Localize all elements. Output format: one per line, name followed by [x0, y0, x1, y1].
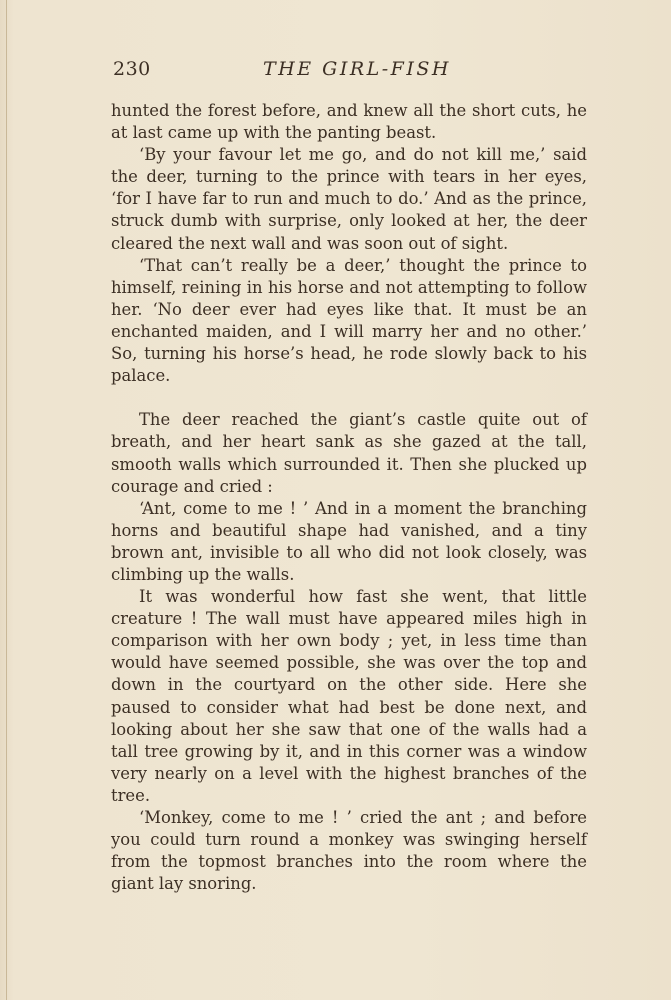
paragraph-section-start: The deer reached the giant’s castle quite out of breath, and her heart sank as she gazed at the tall, smooth walls which surrounded it. Then she plucked up courage and cried : — [111, 410, 587, 496]
paragraph: ‘By your favour let me go, and do not kill me,’ said the deer, turning to the prince with tears in her eyes, ‘for I have far to run and much to do.’ And as the prince, struck dumb with surprise, only looked at her, the deer cleared the next wall and was soon out of sight. — [111, 145, 587, 253]
paragraph-continued: hunted the forest before, and knew all the short cuts, he at last came up with the panting beast. — [111, 101, 587, 143]
page-header — [113, 58, 587, 88]
paragraph: It was wonderful how fast she went, that little creature ! The wall must have appeared miles high in comparison with her own body ; yet, in less time than would have seemed possible, she was over the top and down in the courtyard on the other side. Here she paused to consider what had best be done next, and looking about her she saw that one of the walls had a tall tree growing by it, and in this corner was a window very nearly on a level with the highest branches of the tree. — [111, 587, 587, 805]
page-gutter-edge — [6, 0, 7, 1000]
paragraph: ‘That can’t really be a deer,’ thought the prince to himself, reining in his horse and not attempting to follow her. ‘No deer ever had eyes like that. It must be an enchanted maiden, and I will marry her and no other.’ So, turning his horse’s head, he rode slowly back to his palace. — [111, 255, 587, 386]
paragraph: ‘Ant, come to me ! ’ And in a moment the branching horns and beautiful shape had vanished, and a tiny brown ant, invisible to all who did not look closely, was climbing up the walls. — [111, 498, 587, 584]
running-title: THE GIRL-FISH — [263, 58, 451, 80]
paragraph: ‘Monkey, come to me ! ’ cried the ant ; and before you could turn round a monkey was swinging herself from the topmost branches into the room where the giant lay snoring. — [111, 808, 587, 894]
page-number: 230 — [113, 58, 151, 80]
body-text — [111, 100, 587, 895]
